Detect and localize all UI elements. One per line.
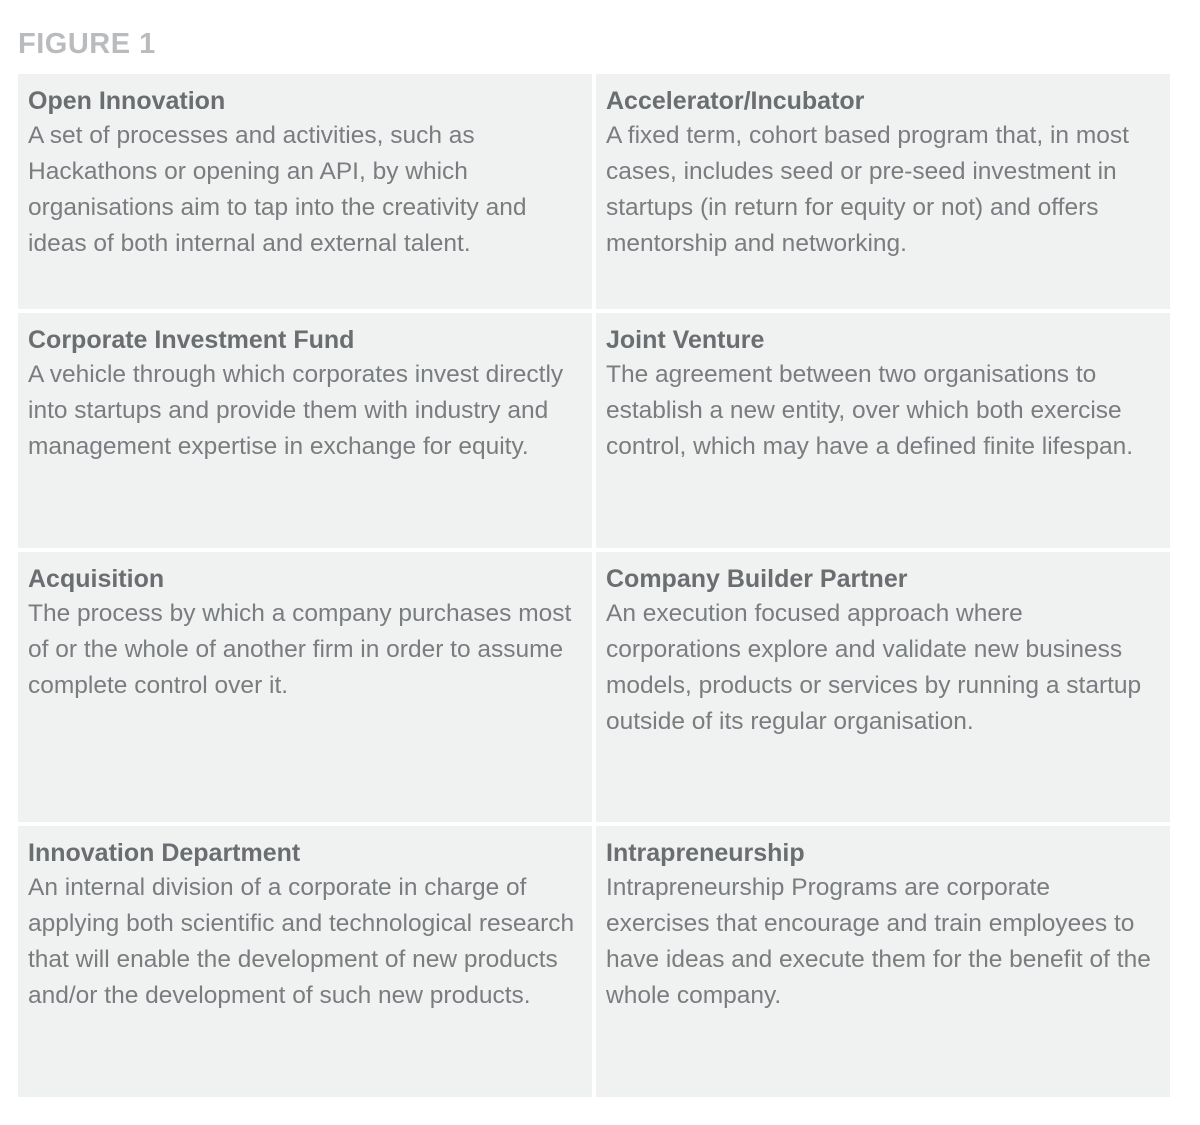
definition-cell-open-innovation [18,74,592,309]
definition-title: Joint Venture [606,326,765,354]
definition-title: Intrapreneurship [606,839,805,867]
definition-title: Accelerator/Incubator [606,87,865,115]
definition-cell-company-builder-partner [596,552,1170,822]
definition-title: Innovation Department [28,839,301,867]
definition-cell-joint-venture [596,313,1170,548]
definition-cell-innovation-department [18,826,592,1097]
definition-title: Corporate Investment Fund [28,326,355,354]
definition-body: A fixed term, cohort based program that, in most cases, includes seed or pre-seed investment in startups (in return for equity or not) and offers mentorship and networking. [606,122,1129,257]
definition-cell-acquisition [18,552,592,822]
definition-cell-intrapreneurship [596,826,1170,1097]
definition-title: Company Builder Partner [606,565,908,593]
definition-body: A set of processes and activities, such as Hackathons or opening an API, by which organisations aim to tap into the creativity and ideas of both internal and external talent. [28,122,527,257]
definition-body: An internal division of a corporate in charge of applying both scientific and technological research that will enable the development of new products and/or the development of such new products. [28,874,575,1009]
figure-label: FIGURE 1 [18,28,156,60]
definition-body: A vehicle through which corporates invest directly into startups and provide them with industry and management expertise in exchange for equity. [28,361,564,460]
definition-cell-corporate-investment-fund [18,313,592,548]
definition-body: The agreement between two organisations to establish a new entity, over which both exercise control, which may have a defined finite lifespan. [606,361,1134,460]
definition-body: An execution focused approach where corporations explore and validate new business models, products or services by running a startup outside of its regular organisation. [606,600,1142,735]
definition-body: The process by which a company purchases most of or the whole of another firm in order to assume complete control over it. [28,600,572,699]
definition-title: Acquisition [28,565,165,593]
definitions-grid [18,74,1170,1097]
definition-cell-accelerator-incubator [596,74,1170,309]
definition-title: Open Innovation [28,87,226,115]
definition-body: Intrapreneurship Programs are corporate exercises that encourage and train employees to have ideas and execute them for the benefit of the whole company. [606,874,1151,1009]
